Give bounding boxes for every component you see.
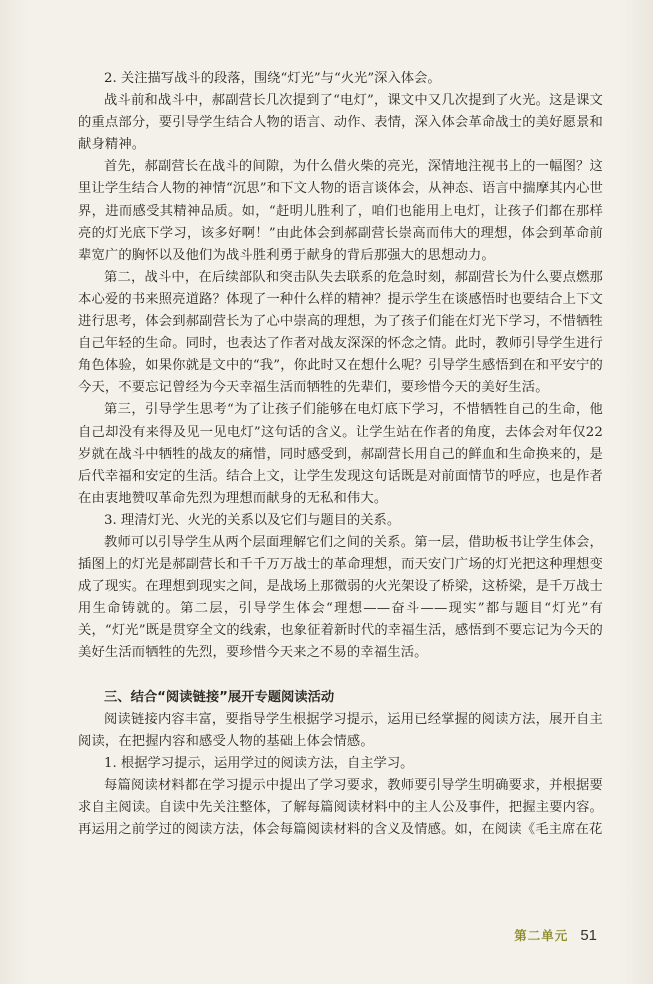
page-body: [78, 68, 603, 841]
numbered-item: 3. 理清灯光、火光的关系以及它们与题目的关系。: [104, 512, 401, 528]
section-heading: 三、结合“阅读链接”展开专题阅读活动: [104, 689, 335, 705]
body-paragraph: 第三，引导学生思考“为了让孩子们能够在电灯底下学习，不惜牺牲自己的生命，他自己却没有来得及见一见电灯”这句话的含义。让学生站在作者的角度，去体会对年仅22岁就在战斗中牺牲的战友的痛惜，同时感受到，郝副营长用自己的鲜血和生命换来的，是后代幸福和安定的生活。结合上文，让学生发现这句话既是对前面情节的呼应，也是作者在由衷地赞叹革命先烈为理想而献身的无私和伟大。: [78, 402, 603, 506]
page-number: 51: [580, 927, 597, 944]
numbered-item: 2. 关注描写战斗的段落，围绕“灯光”与“火光”深入体会。: [104, 71, 441, 86]
body-paragraph: 阅读链接内容丰富，要指导学生根据学习提示，运用已经掌握的阅读方法，展开自主阅读，在把握内容和感受人物的基础上体会情感。: [78, 711, 603, 749]
numbered-item: 1. 根据学习提示，运用学过的阅读方法，自主学习。: [104, 755, 414, 771]
body-paragraph: 每篇阅读材料都在学习提示中提出了学习要求，教师要引导学生明确要求，并根据要求自主阅读。自读中先关注整体，了解每篇阅读材料中的主人公及事件，把握主要内容。再运用之前学过的阅读方法，体会每篇阅读材料的含义及情感。如，在阅读《毛主席在花: [78, 777, 603, 838]
unit-label: 第二单元: [514, 928, 569, 943]
body-paragraph: 教师可以引导学生从两个层面理解它们之间的关系。第一层，借助板书让学生体会，插图上的灯光是郝副营长和千千万万战士的革命理想，而天安门广场的灯光把这种理想变成了现实。在理想到现实之间，是战场上那微弱的火光架设了桥梁，这桥梁，是千万战士用生命铸就的。第二层，引导学生体会“理想——奋斗——现实”都与题目“灯光”有关，“灯光”既是贯穿全文的线索，也象征着新时代的幸福生活，感悟到不要忘记为今天的美好生活而牺牲的先烈，要珍惜今天来之不易的幸福生活。: [78, 534, 603, 661]
body-paragraph: 战斗前和战斗中，郝副营长几次提到了“电灯”，课文中又几次提到了火光。这是课文的重点部分，要引导学生结合人物的语言、动作、表情，深入体会革命战士的美好愿景和献身精神。: [78, 93, 603, 153]
body-paragraph: 第二，战斗中，在后续部队和突击队失去联系的危急时刻，郝副营长为什么要点燃那本心爱的书来照亮道路？体现了一种什么样的精神？提示学生在谈感悟时也要结合上下文进行思考，体会到郝副营长为了心中崇高的理想，为了孩子们能在灯光下学习，不惜牺牲自己年轻的生命。同时，也表达了作者对战友深深的怀念之情。此时，教师引导学生进行角色体验，如果你就是文中的“我”，你此时又在想什么呢？引导学生感悟到在和平安宁的今天，不要忘记曾经为今天幸福生活而牺牲的先辈们，要珍惜今天的美好生活。: [78, 269, 603, 396]
body-paragraph: 首先，郝副营长在战斗的间隙，为什么借火柴的亮光，深情地注视书上的一幅图？这里让学生结合人物的神情“沉思”和下文人物的语言谈体会，从神态、语言中揣摩其内心世界，进而感受其精神品质。如，“赶明儿胜利了，咱们也能用上电灯，让孩子们都在那样亮的灯光底下学习，该多好啊！”由此体会到郝副营长崇高而伟大的理想，体会到革命前辈宽广的胸怀以及他们为战斗胜利勇于献身的背后那强大的思想动力。: [78, 159, 603, 263]
page-footer: [514, 926, 597, 944]
paragraph-gap: [78, 665, 603, 687]
